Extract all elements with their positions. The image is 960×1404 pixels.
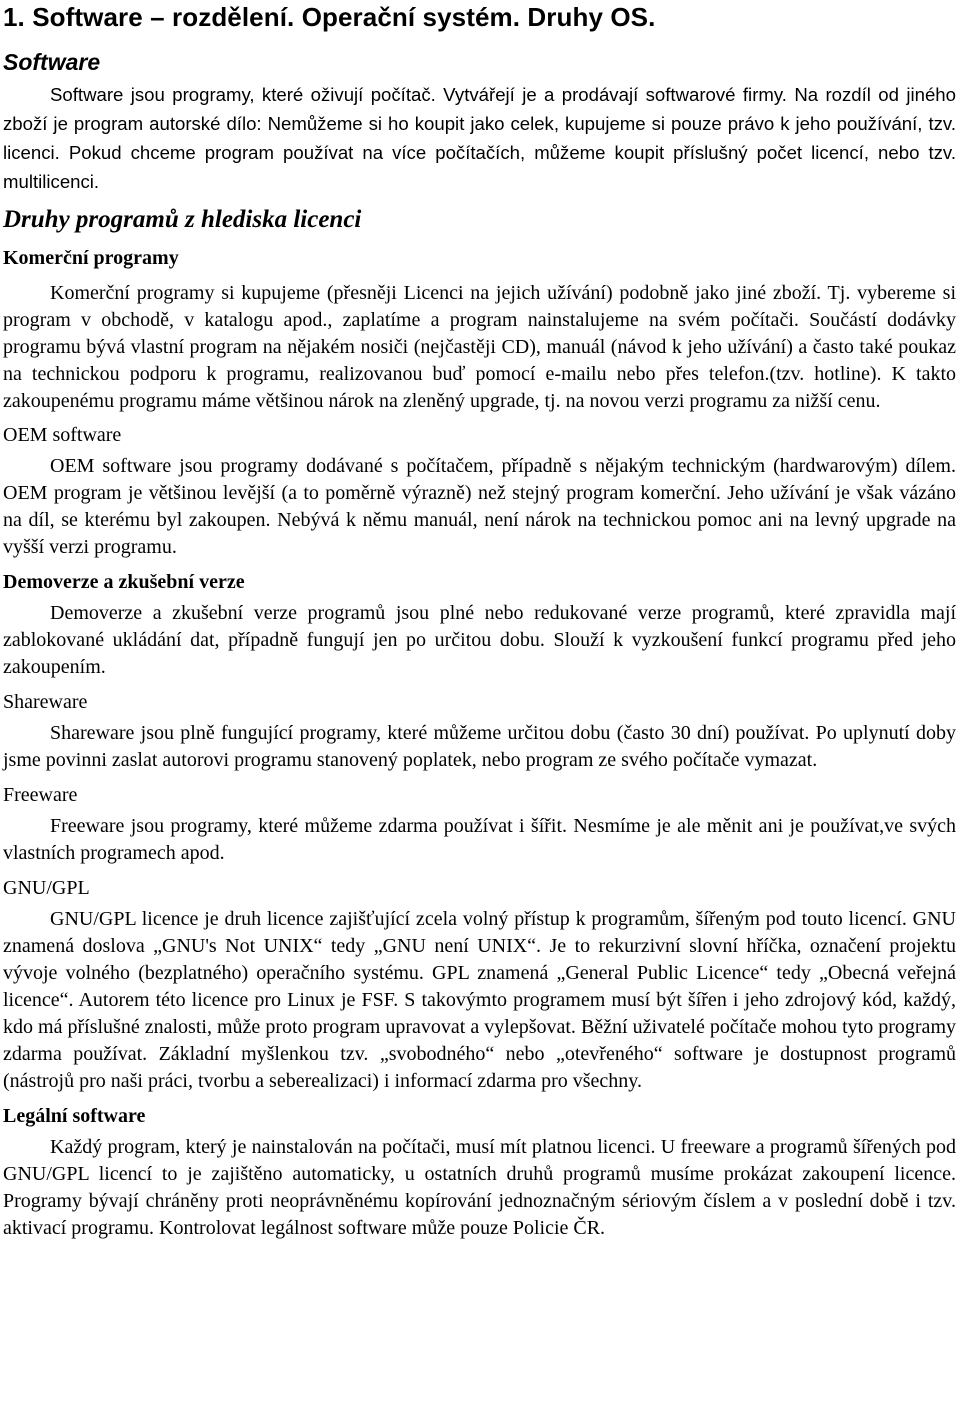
section-legal: [3, 1103, 956, 1242]
section-text: Shareware jsou plně fungující programy, které můžeme určitou dobu (často 30 dní) používat. Po uplynutí doby jsme povinni zaslat autorovi programu stanovený poplatek, nebo program ze svého počítače vymazat.: [3, 722, 956, 771]
section-title: Freeware: [3, 784, 78, 806]
software-heading: Software: [3, 49, 101, 75]
license-types-heading: Druhy programů z hlediska licenci: [3, 206, 362, 233]
section-title: GNU/GPL: [3, 877, 90, 899]
software-paragraph: Software jsou programy, které oživují počítač. Vytvářejí je a prodávají softwarové firmy. Na rozdíl od jiného zboží je program autorské dílo: Nemůžeme si ho koupit jako celek, kupujeme si pouze právo k jeho používání, tzv. licenci. Pokud chceme program používat na více počítačích, můžeme koupit příslušný počet licencí, nebo tzv. multilicenci.: [3, 84, 956, 192]
document-page: [0, 2, 960, 1404]
section-title: OEM software: [3, 424, 122, 446]
section-text: Komerční programy si kupujeme (přesněji Licenci na jejich užívání) podobně jako jiné zboží. Tj. vybereme si program v obchodě, v katalogu apod., zaplatíme a program nainstalujeme na svém počítači. Součástí dodávky programu bývá vlastní program na nějakém nosiči (nejčastěji CD), manuál (návod k jeho užívání) a často také poukaz na technickou podporu k programu, realizovanou buď pomocí e-mailu nebo přes telefon.(tzv. hotline). K takto zakoupenému programu máme většinou nárok na zleněný upgrade, tj. na novou verzi programu za nižší cenu.: [3, 282, 956, 412]
section-gnu-gpl: [3, 875, 956, 1095]
section-text: OEM software jsou programy dodávané s počítačem, případně s nějakým technickým (hardwarovým) dílem. OEM program je většinou levější (a to poměrně výrazně) než stejný program komerční. Jeho užívání je však vázáno na díl, se kterému byl zakoupen. Nebývá k němu manuál, není nárok na technickou pomoc ani na levný upgrade na vyšší verzi programu.: [3, 455, 956, 558]
section-title: Komerční programy: [3, 247, 179, 269]
section-text: Každý program, který je nainstalován na počítači, musí mít platnou licenci. U freeware a programů šířených pod GNU/GPL licencí to je zajištěno automaticky, u ostatních druhů programů musíme prokázat zakoupení licence. Programy bývají chráněny proti neoprávněnému kopírování jednoznačným sériovým číslem a v poslední době i tzv. aktivací programu. Kontrolovat legálnost software může pouze Policie ČR.: [3, 1136, 956, 1239]
section-title: Shareware: [3, 691, 88, 713]
section-title: Demoverze a zkušební verze: [3, 571, 245, 593]
page-title: 1. Software – rozdělení. Operační systém. Druhy OS.: [3, 2, 656, 32]
section-freeware: [3, 782, 956, 867]
section-demo: [3, 569, 956, 681]
section-text: GNU/GPL licence je druh licence zajišťující zcela volný přístup k programům, šířeným pod touto licencí. GNU znamená doslova „GNU's Not UNIX“ tedy „GNU není UNIX“. Je to rekurzivní slovní hříčka, označení projektu vývoje volného (bezplatného) operačního systému. GPL znamená „General Public Licence“ tedy „Obecná veřejná licence“. Autorem této licence pro Linux je FSF. S takovýmto programem musí být šířen i jeho zdrojový kód, každý, kdo má příslušné znalosti, může proto program upravovat a vylepšovat. Běžní uživatelé počítače mohou tyto programy zdarma používat. Základní myšlenkou tzv. „svobodného“ nebo „otevřeného“ software je dostupnost programů (nástrojů pro naši práci, tvorbu a seberealizaci) i informací zdarma pro všechny.: [3, 908, 956, 1092]
section-shareware: [3, 689, 956, 774]
section-text: Freeware jsou programy, které můžeme zdarma používat i šířit. Nesmíme je ale měnit ani je používat,ve svých vlastních programech apod.: [3, 815, 956, 864]
section-text: Demoverze a zkušební verze programů jsou plné nebo redukované verze programů, které zpravidla mají zablokované ukládání dat, případně fungují jen po určitou dobu. Slouží k vyzkoušení funkcí programu před jeho zakoupením.: [3, 602, 956, 678]
section-title: Legální software: [3, 1105, 146, 1127]
section-commercial: [3, 245, 956, 415]
section-oem: [3, 422, 956, 561]
